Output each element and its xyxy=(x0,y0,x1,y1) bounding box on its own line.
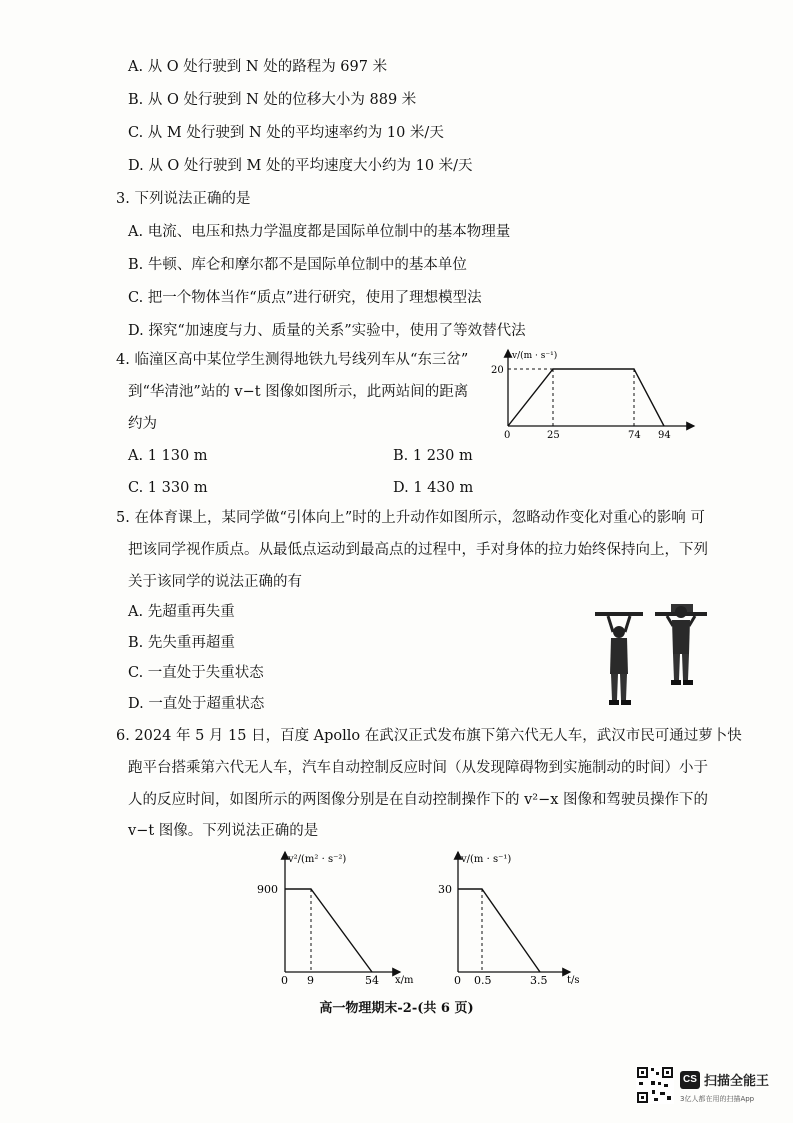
q3-option-b: B. 牛顿、库仑和摩尔都不是国际单位制中的基本单位 xyxy=(128,257,467,273)
q6g2-ytick: 30 xyxy=(438,883,452,896)
q6g2-xlabel: t/s xyxy=(567,975,580,986)
q6g2-line xyxy=(458,889,540,972)
q4-stem-line2: 到“华清池”站的 v−t 图像如图所示，此两站间的距离 xyxy=(128,384,469,400)
q6g2-xtick-0.5: 0.5 xyxy=(474,974,492,986)
qr-code-icon xyxy=(636,1066,674,1104)
q6g1-xtick-9: 9 xyxy=(307,974,314,986)
q5-stem-line2: 把该同学视作质点。从最低点运动到最高点的过程中，手对身体的拉力始终保持向上，下列 xyxy=(128,542,708,558)
q4-xtick-25: 25 xyxy=(547,430,560,441)
q6g2-xtick-0: 0 xyxy=(454,974,461,986)
q4-option-d: D. 1 430 m xyxy=(393,480,474,496)
q5-option-b: B. 先失重再超重 xyxy=(128,635,235,651)
q6g1-ytick: 900 xyxy=(257,883,278,896)
q5-option-a: A. 先超重再失重 xyxy=(128,604,235,620)
q6g2-xtick-3.5: 3.5 xyxy=(530,974,548,986)
q5-stem-line1: 5. 在体育课上，某同学做“引体向上”时的上升动作如图所示，忽略动作变化对重心的影响 可 xyxy=(116,510,705,526)
q6g1-xlabel: x/m xyxy=(395,975,414,986)
q4-option-b: B. 1 230 m xyxy=(393,448,473,464)
q6-stem-line2: 跑平台搭乘第六代无人车，汽车自动控制反应时间（从发现障碍物到实施制动的时间）小于 xyxy=(128,760,708,776)
q6-v2x-graph xyxy=(255,846,430,986)
page-footer: 高一物理期末-2-(共 6 页) xyxy=(319,1001,474,1016)
q3-option-c: C. 把一个物体当作“质点”进行研究，使用了理想模型法 xyxy=(128,290,482,306)
q6g1-ylabel: v²/(m² · s⁻²) xyxy=(288,854,347,865)
q6g1-xtick-0: 0 xyxy=(281,974,288,986)
q6g2-ylabel: v/(m · s⁻¹) xyxy=(461,854,512,865)
q4-stem-line3: 约为 xyxy=(128,416,157,432)
camscanner-tagline: 3亿人都在用的扫描App xyxy=(680,1095,755,1103)
q3-stem: 3. 下列说法正确的是 xyxy=(116,191,251,207)
q6-stem-line3: 人的反应时间，如图所示的两图像分别是在自动控制操作下的 v²−x 图像和驾驶员操作下的 xyxy=(128,792,709,808)
q6-stem-line4: v−t 图像。下列说法正确的是 xyxy=(128,823,319,839)
q6-stem-line1: 6. 2024 年 5 月 15 日，百度 Apollo 在武汉正式发布旗下第六代无人车，武汉市民可通过萝卜快 xyxy=(116,728,742,744)
q6g1-xtick-54: 54 xyxy=(365,974,379,986)
q2-option-c: C. 从 M 处行驶到 N 处的平均速率约为 10 米/天 xyxy=(128,125,444,141)
camscanner-logo: CS xyxy=(680,1071,700,1089)
camscanner-name: 扫描全能王 xyxy=(704,1074,770,1089)
q4-velocity-line xyxy=(508,369,664,426)
q5-option-c: C. 一直处于失重状态 xyxy=(128,665,264,681)
q4-option-a: A. 1 130 m xyxy=(128,448,208,464)
pull-up-illustration xyxy=(593,602,711,714)
q3-option-a: A. 电流、电压和热力学温度都是国际单位制中的基本物理量 xyxy=(128,224,511,240)
q4-vt-graph xyxy=(488,344,703,442)
q5-stem-line3: 关于该同学的说法正确的有 xyxy=(128,574,302,590)
q4-ylabel: v/(m · s⁻¹) xyxy=(512,351,558,361)
q2-option-d: D. 从 O 处行驶到 M 处的平均速度大小约为 10 米/天 xyxy=(128,158,473,174)
q4-xtick-94: 94 xyxy=(658,430,671,441)
q4-option-c: C. 1 330 m xyxy=(128,480,208,496)
q5-option-d: D. 一直处于超重状态 xyxy=(128,696,265,712)
q6-vt-graph xyxy=(430,846,600,986)
q2-option-b: B. 从 O 处行驶到 N 处的位移大小为 889 米 xyxy=(128,92,417,108)
q2-option-a: A. 从 O 处行驶到 N 处的路程为 697 米 xyxy=(128,59,388,75)
q4-xtick-74: 74 xyxy=(628,430,641,441)
q3-option-d: D. 探究“加速度与力、质量的关系”实验中，使用了等效替代法 xyxy=(128,323,526,339)
q4-ytick: 20 xyxy=(491,365,504,376)
q4-stem-line1: 4. 临潼区高中某位学生测得地铁九号线列车从“东三岔” xyxy=(116,352,469,368)
q6g1-line xyxy=(285,889,372,972)
q4-xtick-0: 0 xyxy=(504,430,511,441)
